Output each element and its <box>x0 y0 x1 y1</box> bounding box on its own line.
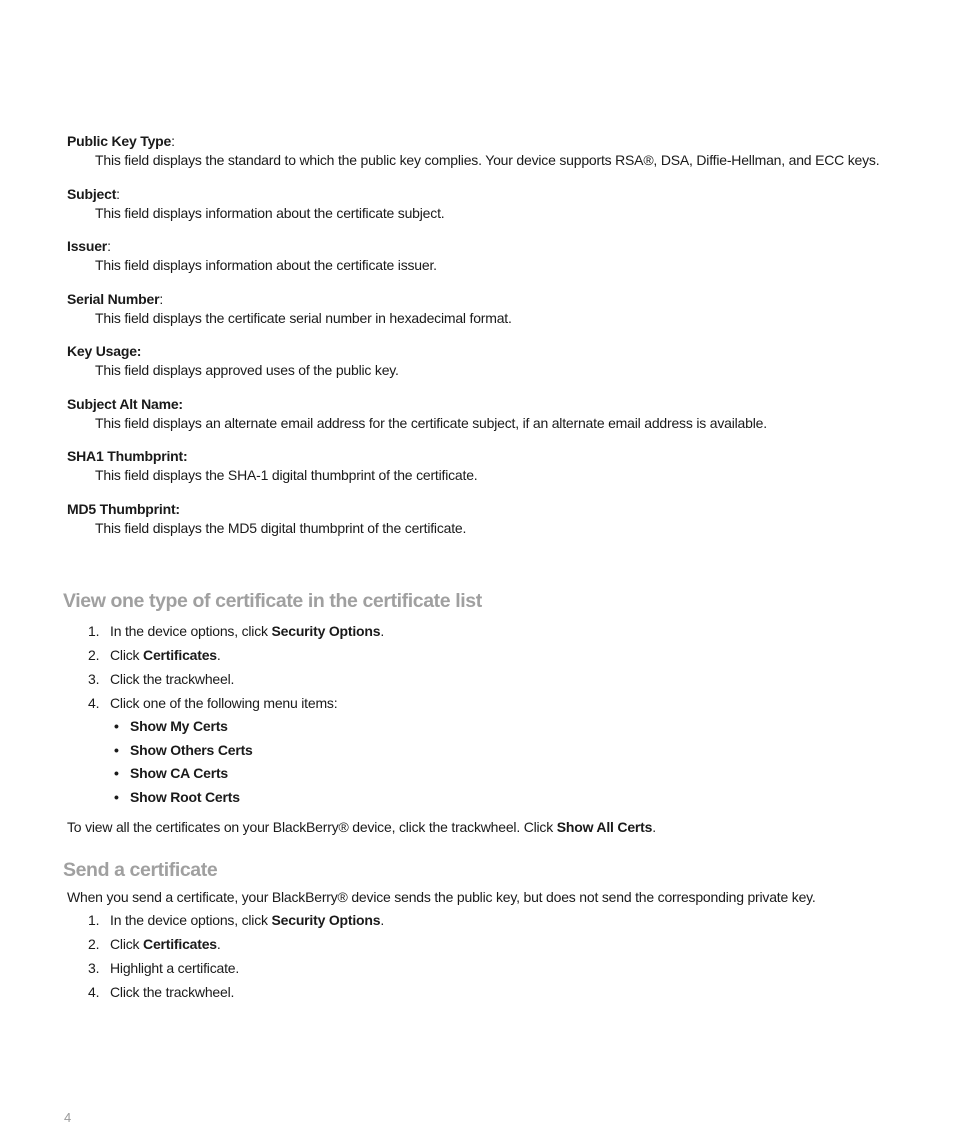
ui-element-name: Certificates <box>143 936 217 952</box>
step-number: 3. <box>88 671 100 687</box>
ui-element-name: Security Options <box>271 912 381 928</box>
field-term: Serial Number <box>67 290 160 307</box>
step-item: 2. Click Certificates. <box>63 932 923 956</box>
page-number: 4 <box>64 1110 72 1125</box>
step-item: 1. In the device options, click Security Options. <box>63 908 923 932</box>
step-item: 2. Click Certificates. <box>63 643 923 667</box>
bullet-icon: • <box>114 741 119 758</box>
field-description: This field displays the certificate serial number in hexadecimal format. <box>95 309 512 326</box>
field-description: This field displays information about the certificate issuer. <box>95 257 437 273</box>
field-description: This field displays the standard to which the public key complies. Your device supports RSA®, DSA, Diffie-Hellman, and ECC keys. <box>95 152 880 168</box>
field-entry-subject: Subject: This field displays information about the certificate subject. <box>67 186 927 224</box>
section-intro: When you send a certificate, your BlackBerry® device sends the public key, but does not send the corresponding private key. <box>67 889 816 905</box>
step-item: 4. Click the trackwheel. <box>63 980 923 1004</box>
field-entry-public-key-type: Public Key Type: This field displays the standard to which the public key complies. Your device supports RSA®, DSA, Diffie-Hellman, and ECC keys. <box>67 133 927 171</box>
menu-item-show-others-certs: • Show Others Certs <box>63 739 923 763</box>
view-all-note: To view all the certificates on your BlackBerry® device, click the trackwheel. Click Show All Certs. <box>67 818 656 835</box>
step-number: 1. <box>88 912 100 928</box>
field-term: MD5 Thumbprint: <box>67 500 180 517</box>
field-description: This field displays the MD5 digital thumbprint of the certificate. <box>95 519 467 536</box>
step-item: 4. Click one of the following menu items: <box>63 691 923 715</box>
step-number: 2. <box>88 647 100 663</box>
field-description: This field displays approved uses of the public key. <box>95 362 399 378</box>
step-list <box>63 908 923 1004</box>
bullet-icon: • <box>114 718 119 734</box>
field-entry-sha1-thumbprint <box>67 448 927 486</box>
bullet-icon: • <box>114 765 119 782</box>
bullet-icon: • <box>114 789 119 806</box>
section-heading: View one type of certificate in the certificate list <box>63 590 482 612</box>
menu-item-show-ca-certs: • Show CA Certs <box>63 762 923 786</box>
step-list <box>63 619 923 715</box>
step-item: 3. Click the trackwheel. <box>63 667 923 691</box>
field-term: Public Key Type <box>67 133 172 149</box>
field-entry-md5-thumbprint <box>67 501 927 539</box>
field-description: This field displays the SHA-1 digital thumbprint of the certificate. <box>95 467 478 483</box>
field-entry-key-usage <box>67 343 927 381</box>
section-heading: Send a certificate <box>63 859 218 881</box>
field-description: This field displays an alternate email address for the certificate subject, if an alternate email address is available. <box>95 414 767 431</box>
view-certificate-section <box>63 589 923 836</box>
field-term: Issuer <box>67 238 108 254</box>
menu-item-show-root-certs: • Show Root Certs <box>63 786 923 810</box>
step-number: 4. <box>88 984 100 1000</box>
field-term: Key Usage: <box>67 343 142 359</box>
step-item: 3. Highlight a certificate. <box>63 956 923 980</box>
field-term: Subject <box>67 185 117 202</box>
ui-element-name: Show All Certs <box>556 818 653 835</box>
field-entry-subject-alt-name <box>67 396 927 434</box>
step-number: 3. <box>88 960 100 976</box>
menu-item-show-my-certs: • Show My Certs <box>63 715 923 739</box>
field-term: Subject Alt Name: <box>67 395 183 412</box>
step-item: 1. In the device options, click Security Options. <box>63 619 923 643</box>
field-entry-serial-number: Serial Number: This field displays the certificate serial number in hexadecimal format. <box>67 291 927 329</box>
menu-item-list <box>63 715 923 810</box>
ui-element-name: Certificates <box>143 647 217 663</box>
field-entry-issuer: Issuer: This field displays information about the certificate issuer. <box>67 238 927 276</box>
ui-element-name: Security Options <box>271 623 381 639</box>
send-certificate-section <box>63 858 923 1004</box>
step-number: 2. <box>88 936 100 952</box>
field-term: SHA1 Thumbprint: <box>67 448 188 464</box>
field-description: This field displays information about the certificate subject. <box>95 204 445 221</box>
certificate-field-list <box>67 133 927 553</box>
step-number: 4. <box>88 695 100 711</box>
step-number: 1. <box>88 623 100 639</box>
